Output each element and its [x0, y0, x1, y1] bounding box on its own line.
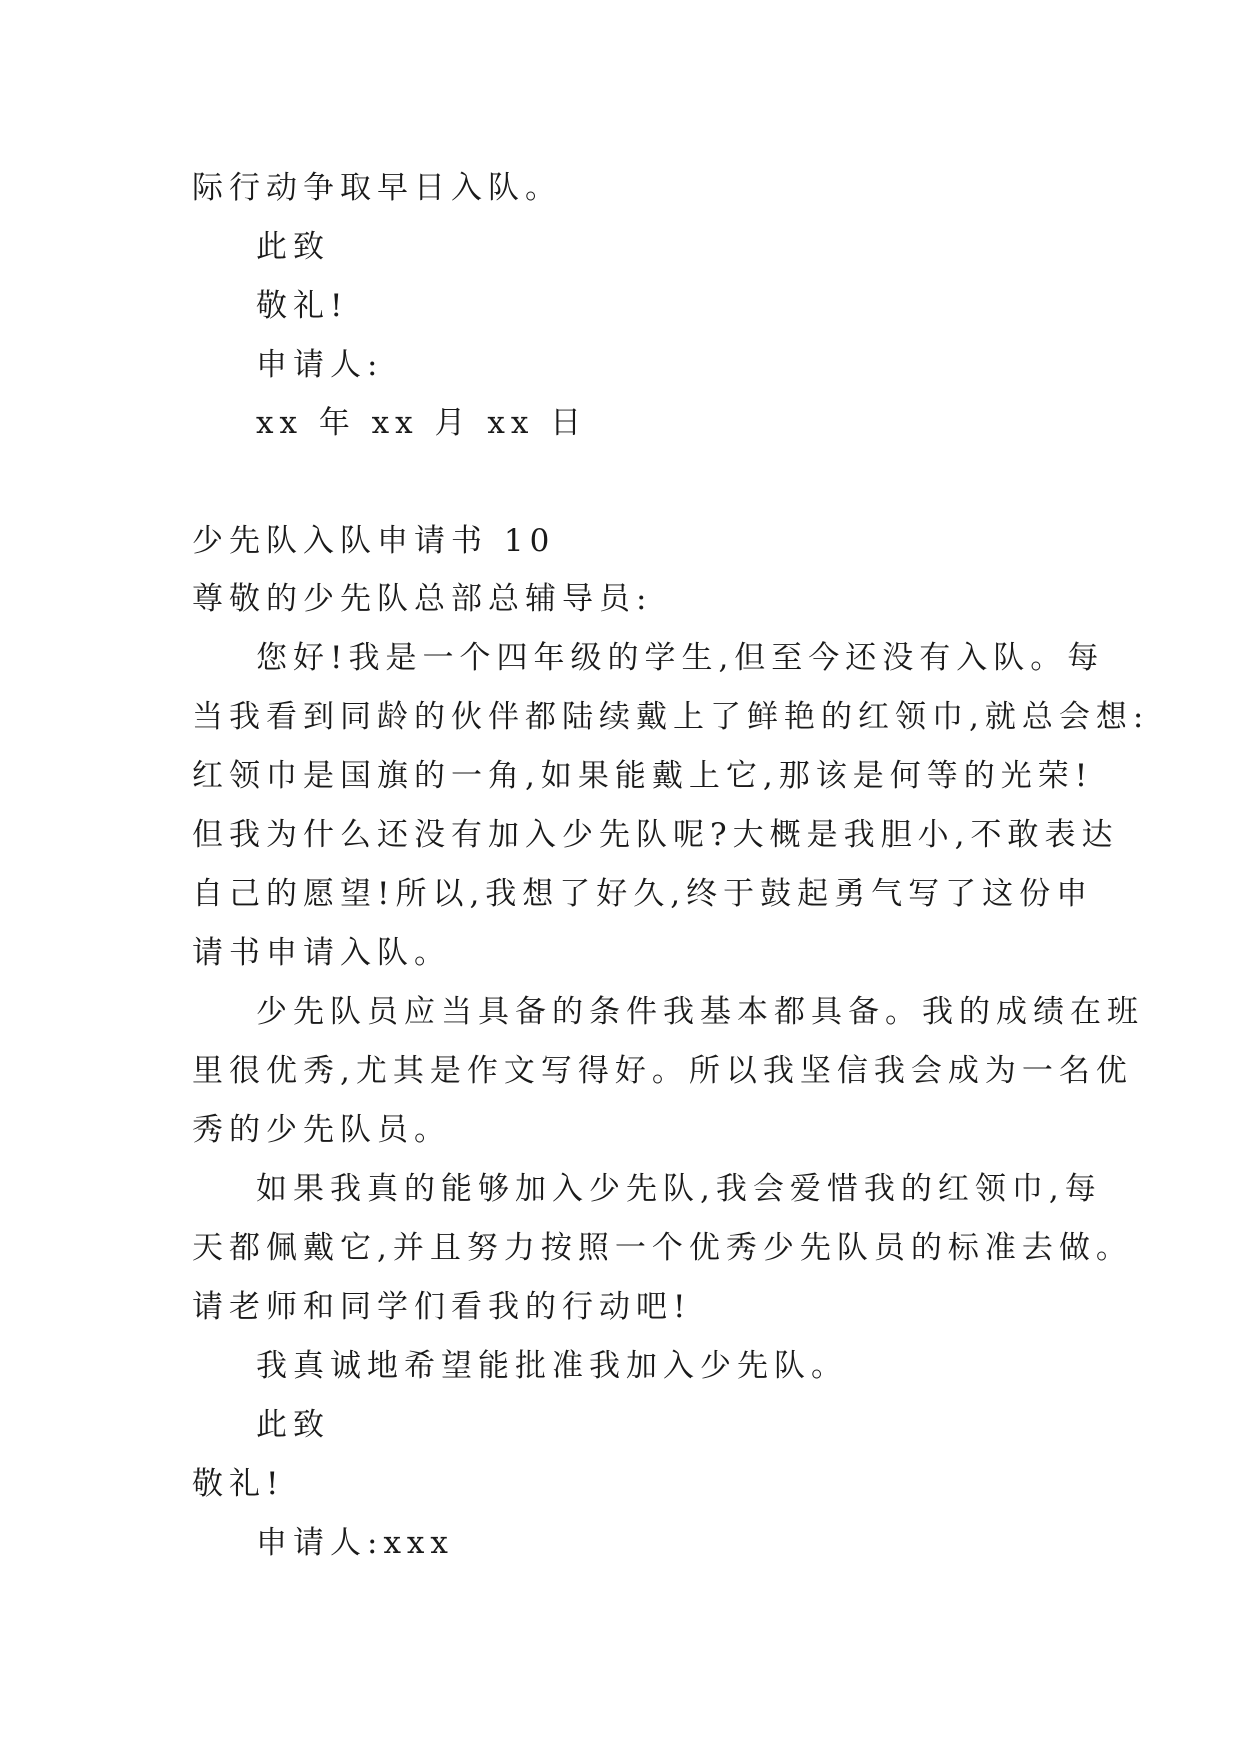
body-text-line: 当我看到同龄的伙伴都陆续戴上了鲜艳的红领巾,就总会想:	[192, 699, 1150, 735]
salutation: 尊敬的少先队总部总辅导员:	[192, 581, 653, 617]
body-text-line: 但我为什么还没有加入少先队呢?大概是我胆小,不敢表达	[192, 817, 1119, 853]
applicant-line: 申请人:xxx	[256, 1525, 454, 1561]
body-text-line: 如果我真的能够加入少先队,我会爱惜我的红领巾,每	[256, 1171, 1102, 1207]
body-text-line: 红领巾是国旗的一角,如果能戴上它,那该是何等的光荣!	[192, 758, 1094, 794]
body-text-line: 秀的少先队员。	[192, 1112, 451, 1148]
letter-title: 少先队入队申请书 10	[192, 523, 556, 559]
body-text-line: 请书申请入队。	[192, 935, 451, 971]
body-text-line: 天都佩戴它,并且努力按照一个优秀少先队员的标准去做。	[192, 1230, 1133, 1266]
body-text-line: 您好!我是一个四年级的学生,但至今还没有入队。每	[256, 640, 1105, 676]
applicant-line: 申请人:	[256, 347, 384, 383]
closing-salute: 敬礼!	[192, 1466, 285, 1502]
body-text-line: 自己的愿望!所以,我想了好久,终于鼓起勇气写了这份申	[192, 876, 1094, 912]
body-text-line: 请老师和同学们看我的行动吧!	[192, 1289, 692, 1325]
body-text-line: 里很优秀,尤其是作文写得好。所以我坚信我会成为一名优	[192, 1053, 1133, 1089]
body-text-line: 际行动争取早日入队。	[192, 170, 562, 206]
date-line: xx 年 xx 月 xx 日	[256, 405, 588, 441]
body-text-line: 少先队员应当具备的条件我基本都具备。我的成绩在班	[256, 994, 1144, 1030]
closing-line: 此致	[256, 229, 330, 265]
closing-salute: 敬礼!	[256, 288, 349, 324]
body-text-line: 我真诚地希望能批准我加入少先队。	[256, 1348, 848, 1384]
closing-line: 此致	[256, 1407, 330, 1443]
